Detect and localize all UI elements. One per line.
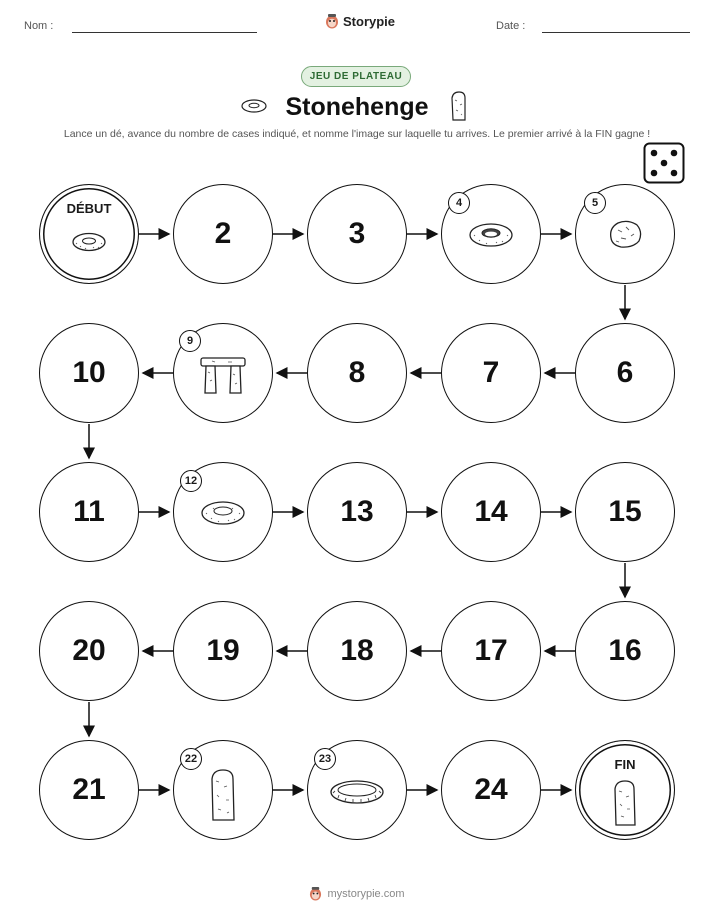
cell-number: 18 [340, 634, 374, 667]
cell-8[interactable] [307, 323, 407, 423]
cell-2[interactable] [173, 184, 273, 284]
name-label: Nom : [24, 20, 54, 32]
cell-20[interactable] [39, 601, 139, 701]
cell-number: 11 [73, 495, 105, 528]
boulder-icon [606, 218, 644, 250]
cell-number: 13 [340, 495, 374, 528]
footer [0, 886, 714, 901]
cell-number: 15 [608, 495, 642, 528]
cell-4-badge: 4 [448, 192, 470, 214]
footer-mascot-icon [309, 886, 322, 901]
cell-6[interactable] [575, 323, 675, 423]
cell-11[interactable] [39, 462, 139, 562]
cell-3[interactable] [307, 184, 407, 284]
cell-18[interactable] [307, 601, 407, 701]
cell-14[interactable] [441, 462, 541, 562]
date-label: Date : [496, 20, 526, 32]
cell-10[interactable] [39, 323, 139, 423]
cell-7[interactable] [441, 323, 541, 423]
cell-21[interactable] [39, 740, 139, 840]
stone-ring-icon [71, 231, 107, 253]
cell-number: 10 [72, 356, 106, 389]
trilithon-icon [198, 354, 248, 396]
stone-ring-icon [468, 221, 514, 249]
cell-number: 20 [72, 634, 106, 667]
cell-9-badge: 9 [179, 330, 201, 352]
cell-number: 8 [348, 356, 366, 389]
start-label: DÉBUT [66, 201, 112, 216]
instructions: Lance un dé, avance du nombre de cases indiqué, et nomme l'image sur laquelle tu arrives. Le premier arrivé à la FIN gagne ! [63, 128, 651, 140]
cell-number: 17 [474, 634, 508, 667]
cell-24[interactable] [441, 740, 541, 840]
standing-stone-icon [612, 779, 638, 827]
cell-12-badge: 12 [180, 470, 202, 492]
brand-name: Storypie [343, 13, 396, 29]
end-label: FIN [614, 757, 636, 772]
cell-start[interactable] [39, 184, 139, 284]
stone-ring-icon [200, 499, 246, 527]
cell-number: 16 [608, 634, 642, 667]
standing-stone-icon [208, 767, 238, 823]
cell-number: 21 [72, 773, 106, 806]
stone-circle-icon [329, 778, 385, 806]
cell-5-badge: 5 [584, 192, 606, 214]
page-title: Stonehenge [285, 93, 429, 121]
cell-number: 14 [474, 495, 508, 528]
cell-17[interactable] [441, 601, 541, 701]
cell-number: 7 [482, 356, 500, 389]
game-type-tag: JEU DE PLATEAU [301, 66, 411, 87]
cell-23-badge: 23 [314, 748, 336, 770]
cell-19[interactable] [173, 601, 273, 701]
footer-url[interactable]: mystorypie.com [327, 887, 405, 900]
cell-number: 6 [616, 356, 634, 389]
cell-number: 2 [214, 217, 232, 250]
cell-number: 24 [474, 773, 508, 806]
cell-22-badge: 22 [180, 748, 202, 770]
cell-16[interactable] [575, 601, 675, 701]
cell-number: 19 [206, 634, 240, 667]
cell-number: 3 [348, 217, 366, 250]
cell-15[interactable] [575, 462, 675, 562]
cell-13[interactable] [307, 462, 407, 562]
cell-end[interactable] [575, 740, 675, 840]
